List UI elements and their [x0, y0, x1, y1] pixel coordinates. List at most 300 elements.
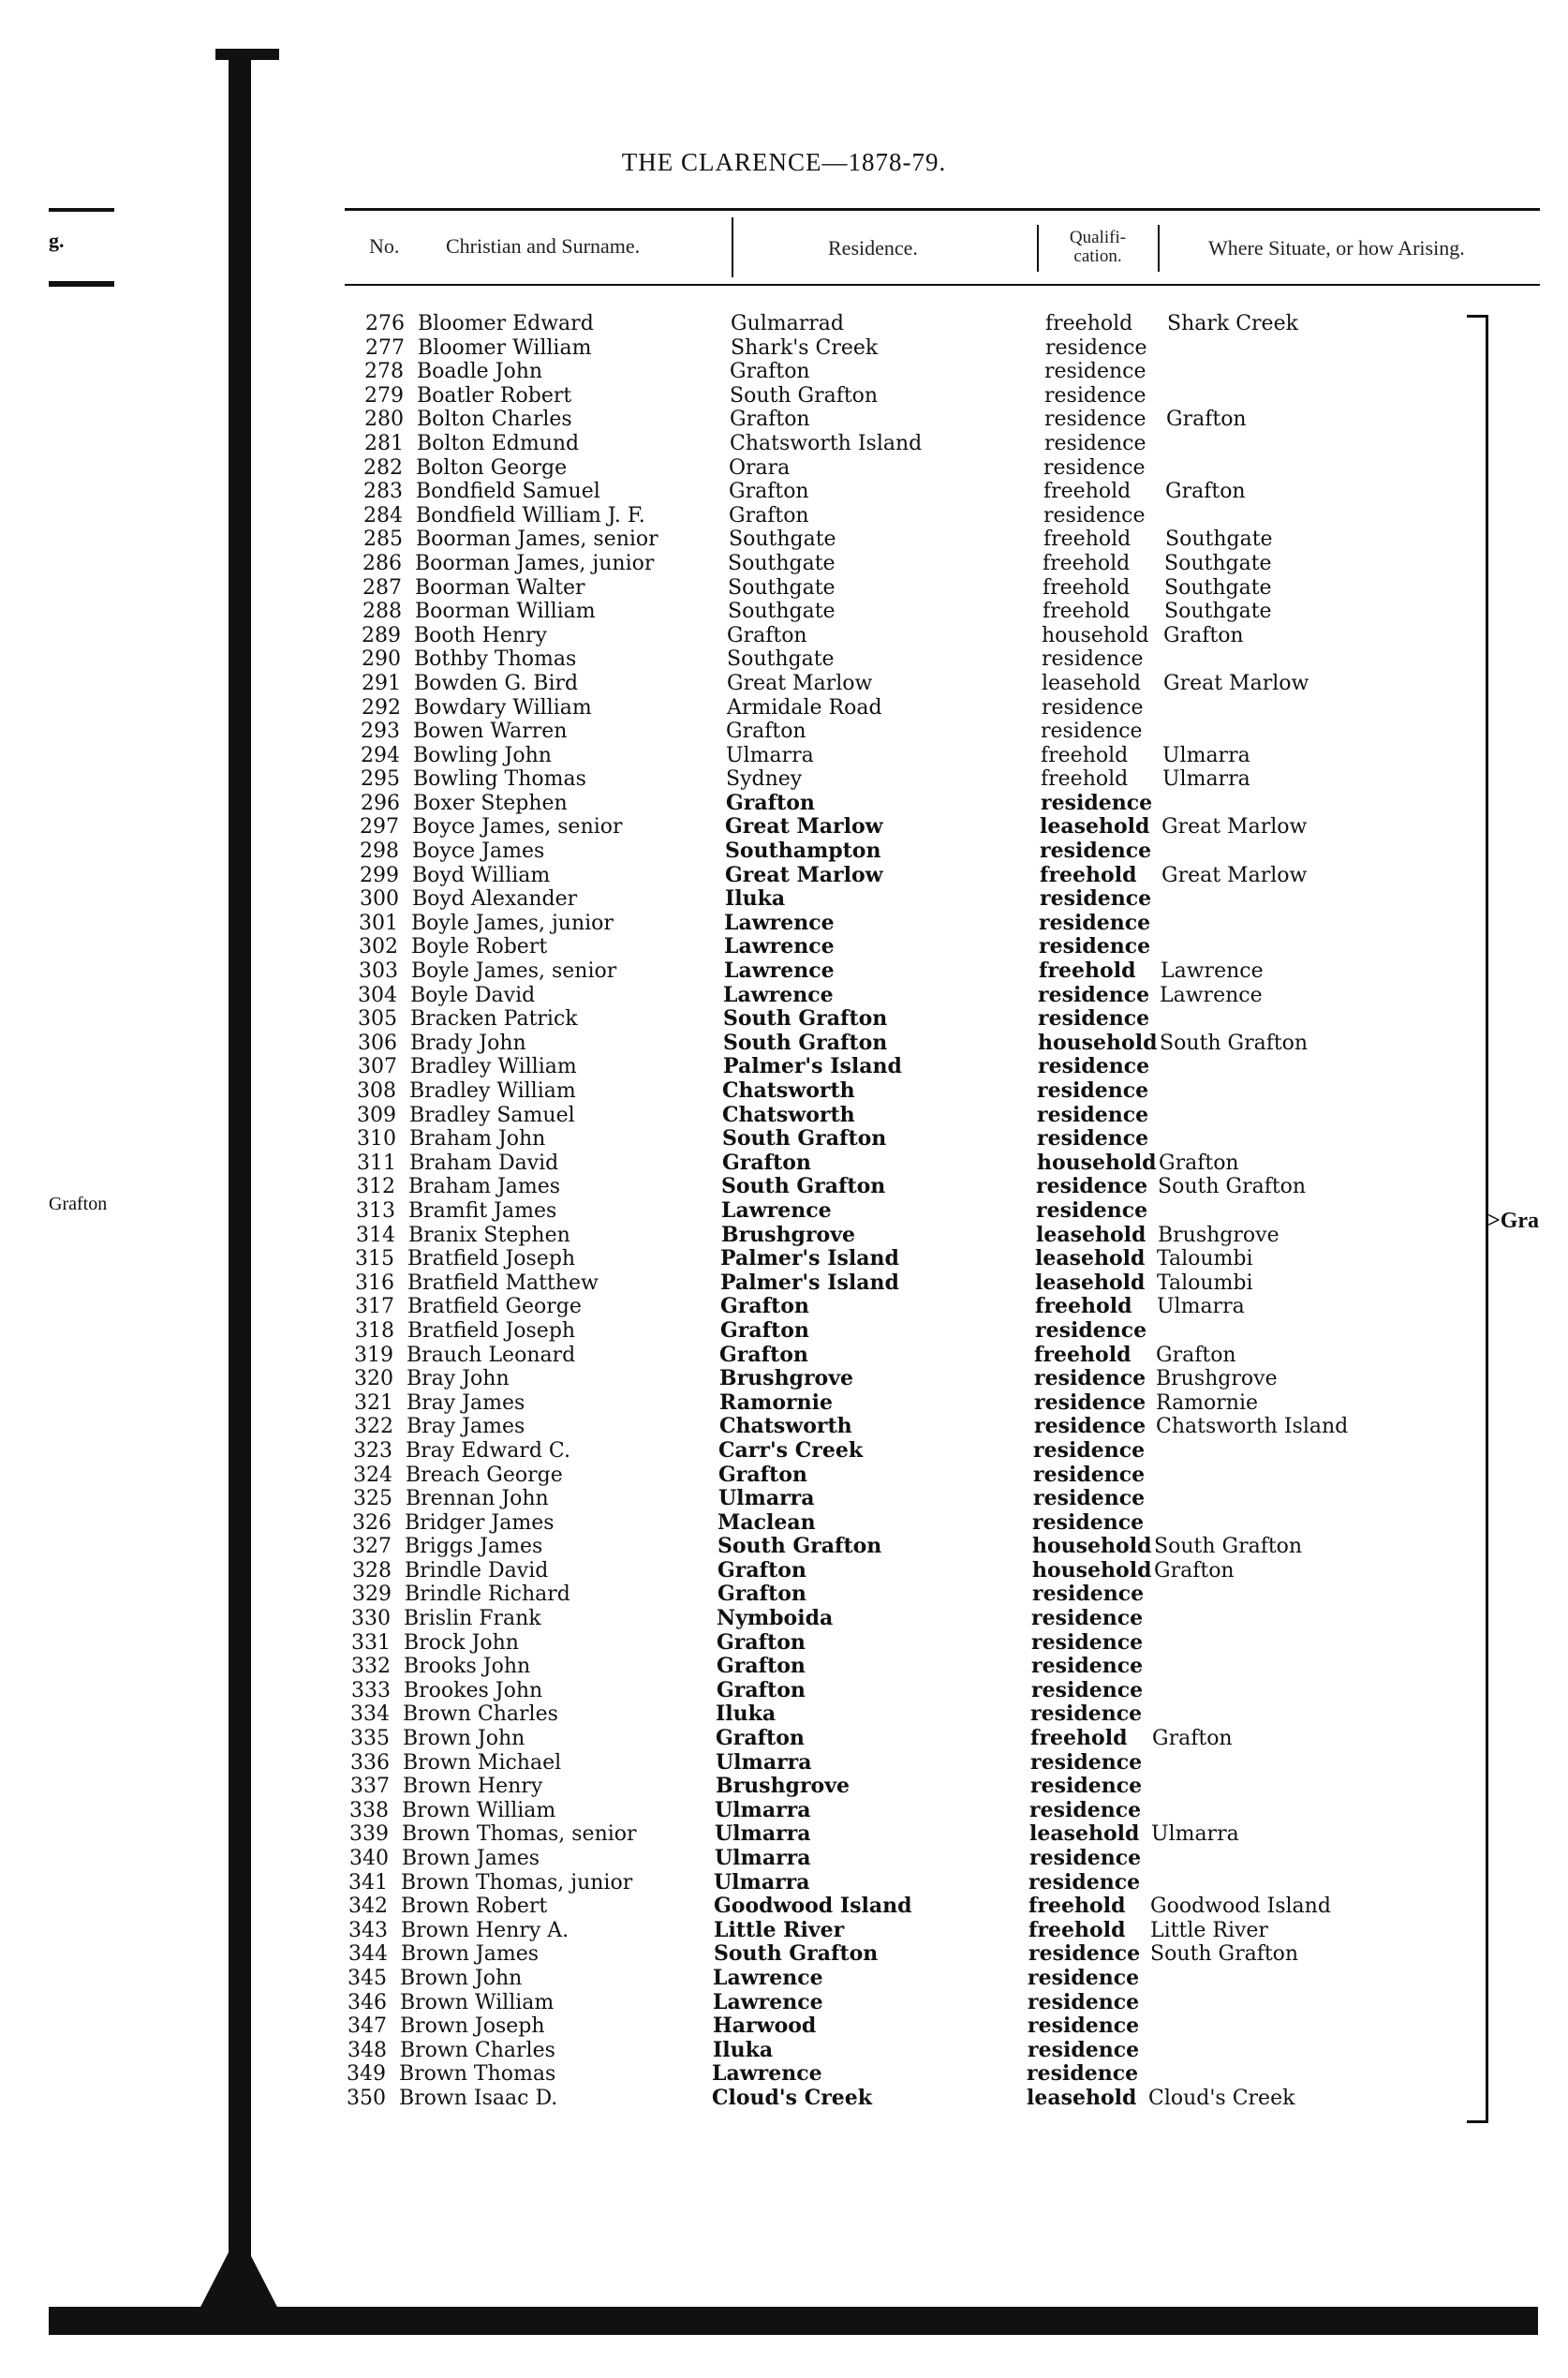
row-qualification: residence [1032, 1509, 1145, 1535]
table-row [0, 480, 1568, 504]
row-number: 334 [350, 1702, 390, 1727]
row-where: Shark Creek [1167, 312, 1298, 335]
row-residence: Harwood [713, 2014, 817, 2039]
row-number: 285 [363, 528, 403, 552]
row-name: Bothby Thomas [414, 647, 577, 672]
row-name: Brown Michael [403, 1750, 562, 1775]
row-number: 317 [355, 1295, 394, 1319]
left-page-fragment-mid: Grafton [49, 1194, 108, 1214]
row-residence: Ulmarra [714, 1869, 810, 1895]
row-name: Bratfield Matthew [407, 1271, 599, 1295]
row-number: 296 [361, 791, 400, 815]
row-number: 329 [352, 1583, 392, 1607]
row-residence: Southgate [727, 647, 835, 672]
row-residence: Grafton [717, 1582, 806, 1607]
table-row [0, 408, 1568, 432]
row-number: 315 [355, 1247, 394, 1271]
row-residence: Ulmarra [715, 1846, 811, 1870]
row-qualification: residence [1044, 431, 1146, 455]
row-qualification: freehold [1034, 1342, 1132, 1367]
row-qualification: residence [1036, 1197, 1148, 1223]
table-row [0, 600, 1568, 624]
table-row [0, 1679, 1568, 1703]
row-residence: Iluka [725, 886, 786, 912]
row-number: 295 [361, 767, 400, 792]
row-number: 339 [349, 1822, 389, 1847]
row-where: South Grafton [1160, 1031, 1309, 1055]
row-qualification: household [1032, 1534, 1152, 1559]
table-row [0, 528, 1568, 552]
row-qualification: residence [1037, 1078, 1149, 1103]
row-qualification: residence [1038, 1054, 1150, 1079]
row-where: Southgate [1165, 528, 1273, 552]
table-row [0, 815, 1568, 840]
row-where: Great Marlow [1163, 671, 1309, 695]
row-where: Lawrence [1160, 983, 1263, 1007]
row-qualification: residence [1044, 383, 1146, 408]
table-row [0, 504, 1568, 528]
row-residence: Brushgrove [719, 1366, 853, 1391]
row-number: 278 [364, 360, 404, 384]
row-name: Bondfield William J. F. [416, 503, 645, 528]
table-row [0, 1535, 1568, 1559]
row-qualification: household [1042, 623, 1149, 647]
row-qualification: residence [1028, 1941, 1141, 1967]
row-where: Goodwood Island [1150, 1895, 1331, 1919]
row-qualification: freehold [1039, 959, 1136, 984]
table-row [0, 864, 1568, 888]
row-qualification: freehold [1043, 575, 1131, 600]
row-where: Great Marlow [1161, 863, 1308, 887]
row-residence: Chatsworth [722, 1078, 855, 1103]
row-number: 303 [359, 959, 398, 984]
row-number: 305 [358, 1007, 397, 1032]
row-number: 313 [356, 1198, 395, 1223]
table-row [0, 1511, 1568, 1536]
row-name: Brown Henry [403, 1775, 543, 1799]
row-number: 281 [364, 431, 404, 455]
row-qualification: freehold [1043, 480, 1132, 504]
row-name: Brown Thomas, junior [401, 1870, 633, 1895]
table-row [0, 1271, 1568, 1296]
row-name: Bloomer Edward [418, 312, 594, 335]
row-residence: Southampton [725, 839, 881, 864]
row-residence: Lawrence [723, 982, 834, 1007]
table-row [0, 1464, 1568, 1488]
row-number: 335 [350, 1727, 390, 1751]
row-where: Grafton [1159, 1151, 1239, 1175]
row-name: Brown Henry A. [401, 1918, 570, 1942]
header-no: No. [369, 234, 400, 258]
row-residence: Lawrence [724, 934, 835, 959]
right-fragment-text: Gra [1500, 1209, 1540, 1233]
row-qualification: residence [1032, 1582, 1145, 1607]
table-row [0, 647, 1568, 672]
row-residence: Grafton [726, 790, 815, 815]
row-name: Brown Thomas, senior [402, 1822, 637, 1847]
row-name: Boorman Walter [415, 575, 585, 600]
row-number: 331 [351, 1630, 391, 1655]
row-residence: Southgate [728, 600, 836, 624]
header-qualification-line1: Qualifi- [1069, 228, 1127, 247]
row-residence: Grafton [730, 360, 810, 384]
row-name: Brookes John [404, 1678, 543, 1702]
row-number: 310 [357, 1127, 396, 1152]
row-qualification: residence [1031, 1677, 1144, 1702]
row-name: Bray John [407, 1367, 510, 1391]
row-qualification: residence [1034, 1414, 1146, 1439]
row-residence: Cloud's Creek [712, 2085, 873, 2110]
row-number: 314 [356, 1223, 395, 1247]
row-name: Boorman James, junior [415, 551, 655, 575]
right-brace-top [1467, 315, 1486, 318]
row-number: 325 [353, 1487, 392, 1511]
row-residence: Grafton [720, 1317, 809, 1343]
table-row [0, 456, 1568, 481]
row-residence: Palmer's Island [720, 1270, 899, 1295]
row-number: 337 [350, 1775, 390, 1799]
row-qualification: residence [1035, 1317, 1147, 1343]
row-residence: Grafton [722, 1150, 811, 1175]
row-where: Ulmarra [1151, 1822, 1239, 1847]
table-row [0, 576, 1568, 601]
row-qualification: leasehold [1035, 1246, 1146, 1271]
table-row [0, 1607, 1568, 1631]
row-number: 280 [364, 408, 404, 432]
row-where: Grafton [1165, 480, 1246, 504]
row-residence: Sydney [726, 767, 803, 792]
row-name: Brown Charles [400, 2038, 555, 2062]
row-residence: Grafton [717, 1654, 806, 1679]
row-qualification: leasehold [1035, 1270, 1146, 1295]
row-name: Brown Thomas [399, 2062, 556, 2087]
row-qualification: residence [1037, 1126, 1149, 1152]
table-row [0, 1152, 1568, 1176]
row-number: 279 [364, 383, 404, 408]
binding-spine-flare [197, 2249, 281, 2314]
table-row [0, 1895, 1568, 1919]
row-qualification: residence [1039, 910, 1151, 935]
table-row [0, 1655, 1568, 1679]
row-name: Braham David [409, 1151, 559, 1175]
row-number: 328 [352, 1558, 392, 1583]
row-residence: Ramornie [719, 1390, 833, 1415]
row-residence: Grafton [726, 720, 806, 744]
table-row [0, 1991, 1568, 2015]
row-name: Brooks John [404, 1655, 531, 1679]
row-residence: Nymboida [717, 1606, 834, 1631]
row-qualification: residence [1041, 720, 1143, 744]
table-row [0, 1702, 1568, 1727]
row-residence: South Grafton [723, 1030, 888, 1055]
row-where: Lawrence [1161, 959, 1264, 984]
row-number: 282 [363, 455, 403, 480]
row-qualification: freehold [1028, 1917, 1126, 1942]
row-qualification: residence [1031, 1654, 1144, 1679]
table-row [0, 935, 1568, 959]
row-where: Brushgrove [1158, 1223, 1280, 1247]
row-where: Grafton [1156, 1343, 1236, 1367]
row-residence: Iluka [716, 1702, 777, 1727]
right-brace [1467, 315, 1488, 2123]
row-qualification: freehold [1035, 1294, 1132, 1319]
row-residence: Lawrence [724, 959, 835, 984]
table-row [0, 1032, 1568, 1056]
row-where: South Grafton [1150, 1942, 1299, 1967]
row-residence: Great Marlow [725, 862, 883, 887]
row-number: 319 [354, 1343, 393, 1367]
row-name: Brown Charles [403, 1702, 558, 1727]
table-row [0, 792, 1568, 816]
row-residence: Ulmarra [716, 1749, 812, 1775]
row-residence: Ulmarra [726, 743, 814, 767]
table-row [0, 1104, 1568, 1128]
left-page-rule [49, 208, 114, 212]
row-residence: Armidale Road [727, 695, 882, 720]
row-qualification: household [1032, 1557, 1152, 1583]
row-number: 292 [362, 695, 401, 720]
row-number: 340 [349, 1847, 389, 1870]
row-number: 276 [365, 312, 405, 335]
table-row [0, 1967, 1568, 1991]
row-qualification: residence [1033, 1437, 1146, 1463]
header-bottom-rule [345, 284, 1540, 286]
header-divider-1 [732, 217, 733, 277]
row-number: 342 [348, 1895, 388, 1919]
row-number: 288 [362, 600, 402, 624]
row-number: 298 [360, 840, 399, 864]
header-residence: Residence. [828, 236, 918, 260]
table-row [0, 2062, 1568, 2087]
table-row [0, 1367, 1568, 1391]
row-number: 321 [354, 1390, 393, 1415]
row-name: Bowling John [413, 743, 552, 767]
row-number: 283 [363, 480, 403, 504]
row-where: Taloumbi [1157, 1271, 1253, 1295]
row-name: Boyle David [410, 983, 536, 1007]
table-row [0, 984, 1568, 1008]
row-name: Bowen Warren [413, 720, 568, 744]
row-qualification: residence [1028, 2014, 1140, 2039]
page-title: THE CLARENCE—1878-79. [621, 148, 947, 176]
header-divider-2 [1037, 225, 1039, 272]
row-where: Taloumbi [1157, 1247, 1253, 1271]
row-qualification: residence [1028, 1989, 1140, 2014]
row-name: Bratfield George [407, 1295, 582, 1319]
row-residence: South Grafton [723, 1006, 888, 1032]
row-qualification: residence [1028, 1965, 1140, 1990]
row-number: 312 [356, 1175, 395, 1199]
table-row [0, 1079, 1568, 1104]
row-residence: Grafton [729, 503, 809, 528]
row-name: Bridger James [405, 1510, 555, 1535]
row-qualification: residence [1039, 934, 1151, 959]
table-row [0, 1224, 1568, 1248]
table-row [0, 1583, 1568, 1607]
table-row [0, 1007, 1568, 1032]
row-name: Boatler Robert [417, 383, 572, 408]
row-qualification: residence [1043, 503, 1146, 528]
row-where: Southgate [1164, 575, 1272, 600]
row-qualification: residence [1031, 1606, 1144, 1631]
table-row [0, 1631, 1568, 1656]
left-page-rule-2 [49, 281, 114, 287]
row-qualification: residence [1033, 1462, 1146, 1487]
row-where: Little River [1150, 1918, 1268, 1942]
table-row [0, 767, 1568, 792]
row-number: 302 [359, 935, 398, 959]
row-residence: Grafton [716, 1726, 805, 1751]
row-name: Brauch Leonard [407, 1343, 576, 1367]
row-number: 294 [361, 743, 400, 767]
row-qualification: freehold [1040, 862, 1137, 887]
row-name: Bradley William [410, 1055, 577, 1079]
row-number: 290 [362, 647, 401, 672]
table-row [0, 1391, 1568, 1416]
row-residence: Chatsworth [719, 1414, 852, 1439]
row-number: 311 [357, 1151, 396, 1175]
row-number: 327 [352, 1535, 392, 1559]
row-name: Boorman William [415, 600, 596, 624]
row-name: Briggs James [405, 1535, 543, 1559]
row-name: Bolton Edmund [417, 431, 580, 455]
row-name: Brown John [403, 1727, 525, 1751]
table-row [0, 1775, 1568, 1799]
row-where: Southgate [1164, 551, 1272, 575]
row-qualification: residence [1042, 647, 1144, 672]
row-name: Bowling Thomas [413, 767, 586, 792]
row-qualification: residence [1030, 1774, 1143, 1799]
row-residence: Grafton [730, 408, 810, 432]
row-number: 297 [360, 815, 399, 840]
table-row [0, 1799, 1568, 1823]
table-row [0, 432, 1568, 456]
row-where: Ulmarra [1162, 767, 1250, 792]
row-name: Boadle John [417, 360, 543, 384]
row-number: 284 [363, 503, 403, 528]
row-qualification: freehold [1041, 743, 1129, 767]
table-row [0, 1175, 1568, 1199]
row-where: Chatsworth Island [1156, 1415, 1349, 1439]
row-number: 293 [361, 720, 400, 744]
row-qualification: freehold [1043, 600, 1131, 624]
row-name: Bradley William [409, 1079, 576, 1103]
row-name: Bramfit James [408, 1198, 557, 1223]
row-qualification: residence [1044, 360, 1146, 384]
row-residence: Brushgrove [716, 1774, 850, 1799]
row-name: Brislin Frank [404, 1607, 541, 1631]
row-residence: Carr's Creek [718, 1437, 864, 1463]
row-where: Brushgrove [1156, 1367, 1278, 1391]
table-row [0, 336, 1568, 361]
row-number: 336 [350, 1750, 390, 1775]
row-residence: Brushgrove [721, 1222, 855, 1247]
row-number: 333 [351, 1678, 391, 1702]
row-residence: Gulmarrad [731, 312, 844, 335]
row-residence: Grafton [717, 1557, 806, 1583]
table-row [0, 312, 1568, 336]
row-qualification: leasehold [1040, 814, 1150, 840]
row-number: 324 [353, 1463, 392, 1487]
row-residence: Grafton [718, 1462, 807, 1487]
row-residence: Little River [714, 1917, 845, 1942]
row-where: Grafton [1154, 1558, 1235, 1583]
row-name: Brennan John [406, 1487, 549, 1511]
row-number: 346 [348, 1990, 387, 2014]
row-number: 344 [348, 1942, 388, 1967]
row-residence: South Grafton [714, 1941, 879, 1967]
table-row [0, 887, 1568, 912]
table-row [0, 2014, 1568, 2039]
row-name: Boyce James, senior [412, 815, 623, 840]
header-name: Christian and Surname. [446, 234, 641, 258]
table-row [0, 1919, 1568, 1943]
row-residence: South Grafton [722, 1126, 887, 1152]
row-number: 338 [349, 1798, 389, 1822]
table-row [0, 1822, 1568, 1847]
row-qualification: household [1037, 1150, 1157, 1175]
row-number: 286 [362, 551, 402, 575]
row-number: 287 [362, 575, 402, 600]
table-row [0, 1751, 1568, 1776]
table-row [0, 2039, 1568, 2063]
row-name: Brown James [401, 1942, 540, 1967]
row-name: Brown Robert [401, 1895, 548, 1919]
row-qualification: residence [1028, 2037, 1140, 2062]
row-name: Bray James [407, 1415, 525, 1439]
row-residence: South Grafton [730, 383, 879, 408]
row-qualification: freehold [1045, 312, 1133, 335]
table-row [0, 912, 1568, 936]
row-where: Grafton [1152, 1727, 1233, 1751]
table-row [0, 1247, 1568, 1271]
row-qualification: residence [1036, 1174, 1148, 1199]
row-name: Brown Joseph [400, 2014, 545, 2039]
row-residence: Chatsworth [722, 1102, 855, 1127]
table-row [0, 840, 1568, 864]
table-row [0, 720, 1568, 744]
row-qualification: residence [1040, 886, 1152, 912]
row-qualification: freehold [1030, 1726, 1128, 1751]
row-qualification: residence [1038, 982, 1150, 1007]
table-row [0, 1055, 1568, 1079]
row-residence: Lawrence [721, 1197, 832, 1223]
table-row [0, 959, 1568, 984]
row-name: Bondfield Samuel [416, 480, 600, 504]
table-row [0, 1559, 1568, 1583]
row-qualification: residence [1030, 1749, 1143, 1775]
row-qualification: residence [1043, 455, 1146, 480]
table-row [0, 1847, 1568, 1871]
row-name: Boyce James [412, 840, 545, 864]
row-name: Braham James [408, 1175, 561, 1199]
row-name: Brown John [400, 1966, 523, 1990]
row-qualification: freehold [1041, 767, 1129, 792]
table-row [0, 696, 1568, 721]
row-name: Boyd William [412, 863, 551, 887]
table-row [0, 624, 1568, 648]
table-row [0, 1199, 1568, 1224]
row-number: 300 [360, 887, 399, 912]
row-number: 341 [348, 1870, 388, 1895]
table-row [0, 384, 1568, 409]
row-qualification: leasehold [1027, 2085, 1137, 2110]
table-row [0, 2087, 1568, 2111]
right-page-fragment: >Gra [1487, 1209, 1540, 1233]
row-residence: Lawrence [724, 910, 835, 935]
row-where: Ramornie [1156, 1390, 1259, 1415]
row-name: Boyle James, senior [411, 959, 617, 984]
